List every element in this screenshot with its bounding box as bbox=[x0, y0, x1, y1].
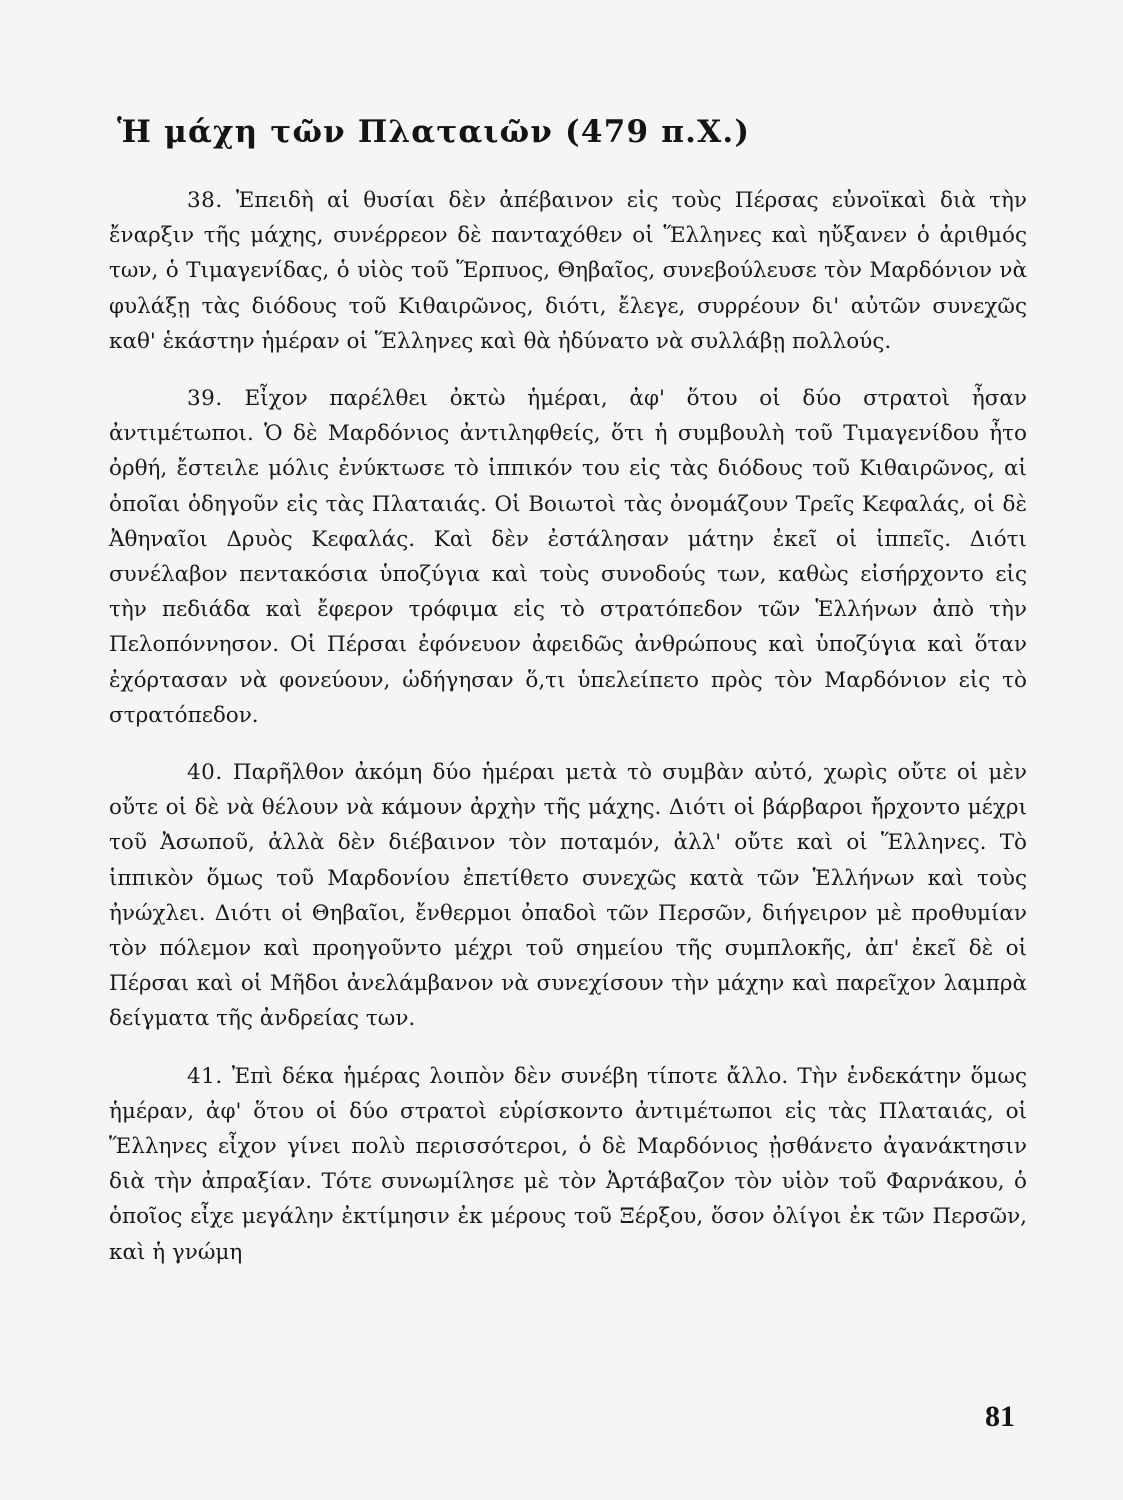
page-number: 81 bbox=[985, 1400, 1015, 1433]
paragraph-number: 38. bbox=[187, 188, 223, 213]
paragraph-41 bbox=[109, 1059, 1027, 1270]
paragraph-number: 40. bbox=[187, 760, 223, 786]
paragraph-text: Εἶχον παρέλθει ὀκτὼ ἡμέραι, ἀφ' ὅτου οἱ δύο στρατοὶ ἦσαν ἀντιμέτωποι. Ὁ δὲ Μαρδόνιος ἀντιληφθείς, ὅτι ἡ συμβουλὴ τοῦ Τιμαγενίδου ἦτο ὀρθή, ἔστειλε μόλις ἐνύκτωσε τὸ ἱππικόν του εἰς τὰς διόδους τοῦ Κιθαιρῶνος, αἱ ὁποῖαι ὁδηγοῦν εἰς τὰς Πλαταιάς. Οἱ Βοιωτοὶ τὰς ὀνομάζουν Τρεῖς Κεφαλάς, οἱ δὲ Ἀθηναῖοι Δρυὸς Κεφαλάς. Καὶ δὲν ἐστάλησαν μάτην ἐκεῖ οἱ ἱππεῖς. Διότι συνέλαβον πεντακόσια ὑποζύγια καὶ τοὺς συνοδούς των, καθὼς εἰσήρχοντο εἰς τὴν πεδιάδα καὶ ἔφερον τρόφιμα εἰς τὸ στρατόπεδον τῶν Ἑλλήνων ἀπὸ τὴν Πελοπόννησον. Οἱ Πέρσαι ἐφόνευον ἀφειδῶς ἀνθρώπους καὶ ὑποζύγια καὶ ὅταν ἐχόρτασαν νὰ φονεύουν, ὡδήγησαν ὅ,τι ὑπελείπετο πρὸς τὸν Μαρδόνιον εἰς τὸ στρατόπεδον. bbox=[109, 386, 1027, 728]
paragraph-38 bbox=[109, 183, 1027, 359]
paragraph-text: Ἐπειδὴ αἱ θυσίαι δὲν ἀπέβαινον εἰς τοὺς Πέρσας εὐνοϊκαὶ διὰ τὴν ἔναρξιν τῆς μάχης, συνέρρεον δὲ πανταχόθεν οἱ Ἕλληνες καὶ ηὔξανεν ὁ ἀριθμός των, ὁ Τιμαγενίδας, ὁ υἱὸς τοῦ Ἕρπυος, Θηβαῖος, συνεβούλευσε τὸν Μαρδόνιον νὰ φυλάξῃ τὰς διόδους τοῦ Κιθαιρῶνος, διότι, ἔλεγε, συρρέουν δι' αὐτῶν συνεχῶς καθ' ἑκάστην ἡμέραν οἱ Ἕλληνες καὶ θὰ ἠδύνατο νὰ συλλάβῃ πολλούς. bbox=[109, 188, 1027, 354]
paragraph-number: 39. bbox=[187, 386, 223, 412]
chapter-title: Ἡ μάχη τῶν Πλαταιῶν (479 π.Χ.) bbox=[117, 114, 751, 150]
paragraph-text: Παρῆλθον ἀκόμη δύο ἡμέραι μετὰ τὸ συμβὰν αὐτό, χωρὶς οὔτε οἱ μὲν οὔτε οἱ δὲ νὰ θέλουν νὰ κάμουν ἀρχὴν τῆς μάχης. Διότι οἱ βάρβαροι ἤρχοντο μέχρι τοῦ Ἀσωποῦ, ἀλλὰ δὲν διέβαινον τὸν ποταμόν, ἀλλ' οὔτε καὶ οἱ Ἕλληνες. Τὸ ἱππικὸν ὅμως τοῦ Μαρδονίου ἐπετίθετο συνεχῶς κατὰ τῶν Ἑλλήνων καὶ τοὺς ἠνώχλει. Διότι οἱ Θηβαῖοι, ἔνθερμοι ὀπαδοὶ τῶν Περσῶν, διήγειρον μὲ προθυμίαν τὸν πόλεμον καὶ προηγοῦντο μέχρι τοῦ σημείου τῆς συμπλοκῆς, ἀπ' ἐκεῖ δὲ οἱ Πέρσαι καὶ οἱ Μῆδοι ἀνελάμβανον νὰ συνεχίσουν τὴν μάχην καὶ παρεῖχον λαμπρὰ δείγματα τῆς ἀνδρείας των. bbox=[109, 760, 1027, 1032]
paragraph-39 bbox=[109, 381, 1027, 733]
paragraph-40 bbox=[109, 755, 1027, 1037]
paragraph-number: 41. bbox=[187, 1063, 223, 1089]
body-text bbox=[109, 183, 1027, 1292]
paragraph-text: Ἐπὶ δέκα ἡμέρας λοιπὸν δὲν συνέβη τίποτε ἄλλο. Τὴν ἑνδεκάτην ὅμως ἡμέραν, ἀφ' ὅτου οἱ δύο στρατοὶ εὑρίσκοντο ἀντιμέτωποι εἰς τὰς Πλαταιάς, οἱ Ἕλληνες εἶχον γίνει πολὺ περισσότεροι, ὁ δὲ Μαρδόνιος ᾐσθάνετο ἀγανάκτησιν διὰ τὴν ἀπραξίαν. Τότε συνωμίλησε μὲ τὸν Ἀρτάβαζον τὸν υἱὸν τοῦ Φαρνάκου, ὁ ὁποῖος εἶχε μεγάλην ἐκτίμησιν ἐκ μέρους τοῦ Ξέρξου, ὅσον ὀλίγοι ἐκ τῶν Περσῶν, καὶ ἡ γνώμη bbox=[109, 1063, 1027, 1265]
